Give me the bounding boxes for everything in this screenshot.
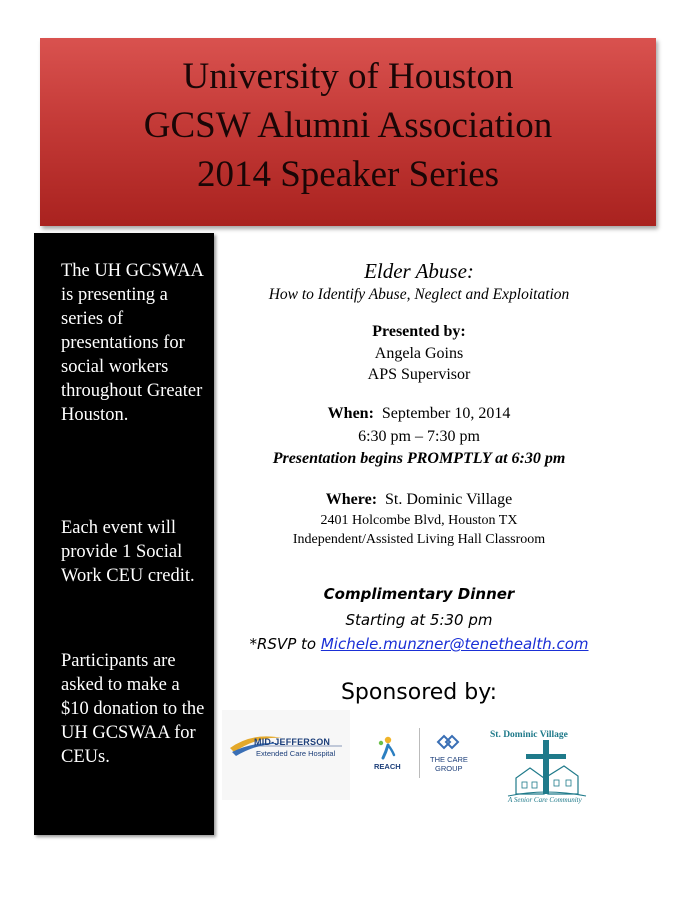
reach-name: REACH: [374, 762, 401, 771]
prompt-start-note: Presentation begins PROMPTLY at 6:30 pm: [272, 450, 566, 467]
event-title: Elder Abuse:: [364, 259, 474, 283]
sidebar-donation-text: Participants are asked to make a $10 donation to the UH GCSWAA for CEUs.: [61, 651, 205, 767]
dinner-time: Starting at 5:30 pm: [345, 611, 493, 629]
reach-logo: [370, 728, 418, 778]
cross-building-icon: [486, 738, 608, 802]
dinner-label: Complimentary Dinner: [323, 585, 515, 603]
event-subtitle: How to Identify Abuse, Neglect and Exploitation: [268, 286, 570, 303]
st-dominic-name: St. Dominic Village: [490, 730, 568, 740]
sidebar-ceu-text: Each event will provide 1 Social Work CEU credit.: [61, 518, 195, 586]
presenter-name: Angela Goins: [374, 345, 464, 362]
reach-figure-icon: [370, 728, 418, 762]
when-row: [214, 403, 624, 424]
event-time: 6:30 pm – 7:30 pm: [358, 428, 480, 445]
rsvp-email-link[interactable]: Michele.munzner@tenethealth.com: [320, 635, 589, 653]
sponsored-by-label: Sponsored by:: [340, 680, 498, 705]
where-label: Where:: [325, 491, 378, 508]
header-title-line2: GCSW Alumni Association: [143, 105, 553, 146]
st-dominic-tagline: A Senior Care Community: [508, 796, 582, 804]
info-sidebar: [34, 233, 214, 835]
where-row: [214, 489, 624, 510]
sidebar-intro-text: The UH GCSWAA is presenting a series of presentations for social workers throughout Greater Houston.: [61, 261, 203, 425]
care-group-logo: [424, 728, 476, 778]
presented-by-label: Presented by:: [372, 323, 466, 340]
event-date: September 10, 2014: [381, 405, 511, 422]
venue-room: Independent/Assisted Living Hall Classroom: [292, 532, 546, 547]
mid-jefferson-subtitle: Extended Care Hospital: [256, 749, 336, 758]
st-dominic-logo: [486, 730, 608, 808]
mid-jefferson-logo: [222, 710, 350, 800]
rsvp-line: [214, 633, 624, 655]
when-label: When:: [327, 405, 374, 422]
care-group-line1: THE CARE: [430, 755, 468, 764]
presenter-role: APS Supervisor: [367, 366, 471, 383]
header-title-line3: 2014 Speaker Series: [196, 154, 500, 195]
logo-divider: [419, 728, 420, 778]
header-banner: [40, 38, 656, 226]
care-group-line2: GROUP: [435, 764, 463, 773]
venue-address: 2401 Holcombe Blvd, Houston TX: [320, 513, 518, 528]
header-title-line1: University of Houston: [182, 56, 514, 97]
mid-jefferson-name: MID-JEFFERSON: [254, 737, 331, 747]
venue-name: St. Dominic Village: [385, 491, 513, 508]
rsvp-prefix: *RSVP to: [249, 635, 321, 653]
care-group-diamond-icon: [424, 728, 476, 754]
